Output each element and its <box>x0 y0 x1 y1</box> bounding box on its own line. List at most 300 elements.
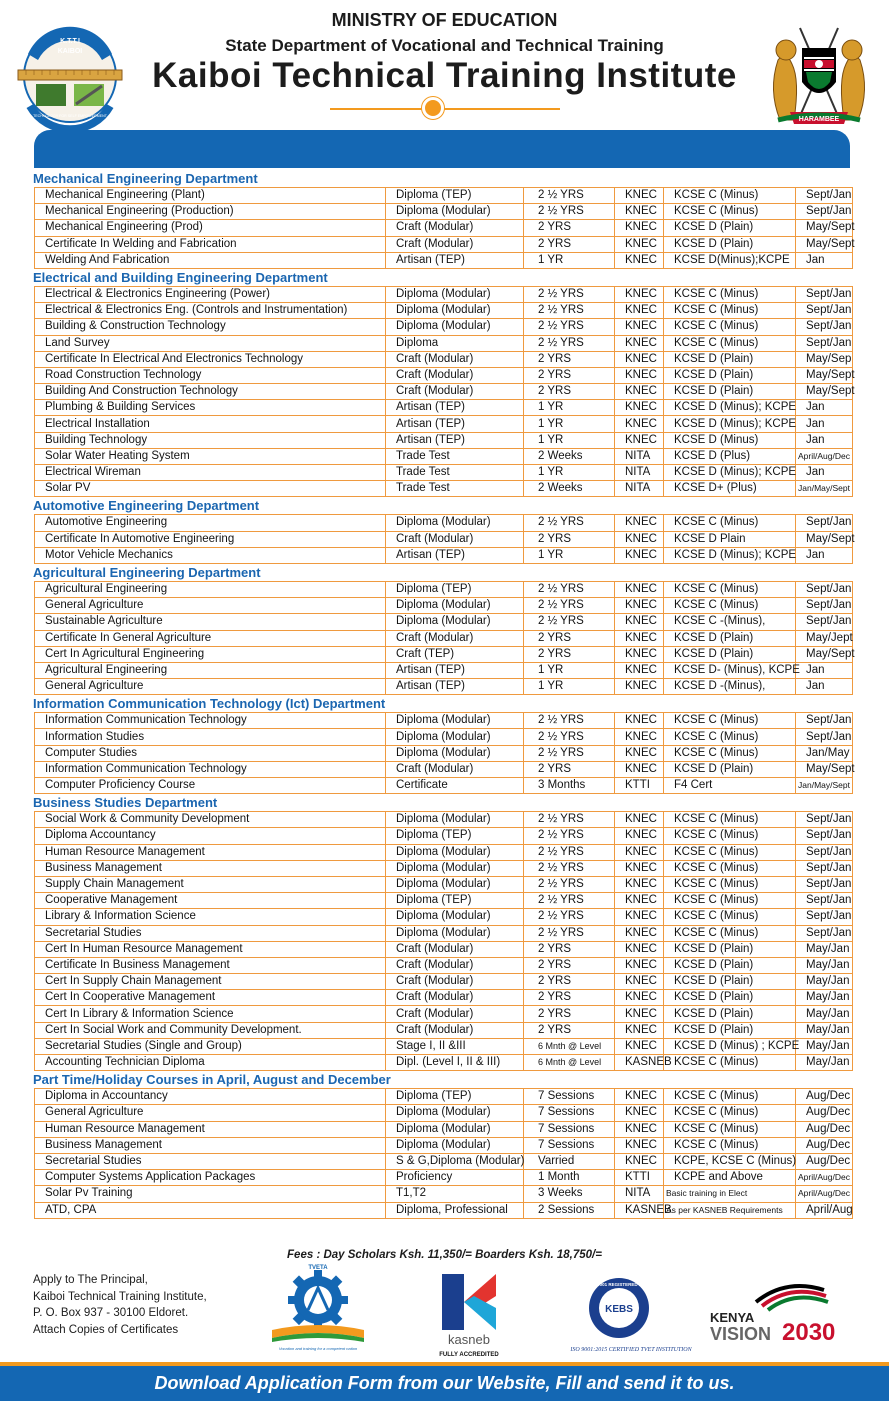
course-name-cell: Road Construction Technology <box>35 367 386 383</box>
intake-cell: April/Aug/Dec <box>796 448 853 464</box>
course-name-cell: Cert In Agricultural Engineering <box>35 646 386 662</box>
intake-cell: Sept/Jan <box>796 614 853 630</box>
course-name-cell: Secretarial Studies (Single and Group) <box>35 1038 386 1054</box>
duration-cell: 2 YRS <box>524 220 615 236</box>
duration-cell: 3 Months <box>524 778 615 794</box>
level-cell: Craft (Modular) <box>386 761 524 777</box>
level-cell: Craft (Modular) <box>386 1006 524 1022</box>
level-cell: Craft (TEP) <box>386 646 524 662</box>
table-row <box>35 713 853 729</box>
table-row <box>35 941 853 957</box>
course-name-cell: Mechanical Engineering (Production) <box>35 204 386 220</box>
table-row <box>35 367 853 383</box>
level-cell: Craft (Modular) <box>386 630 524 646</box>
table-row <box>35 1105 853 1121</box>
duration-cell: 7 Sessions <box>524 1121 615 1137</box>
exam-body-cell: KNEC <box>615 662 664 678</box>
intake-cell: Sept/Jan <box>796 876 853 892</box>
entry-requirement-cell: KCSE D+ (Plus) <box>664 481 796 497</box>
intake-cell: May/Jan <box>796 990 853 1006</box>
table-row <box>35 598 853 614</box>
intake-cell: Jan/May <box>796 745 853 761</box>
intake-cell: April/Aug/Dec <box>796 1186 853 1202</box>
exam-body-cell: KNEC <box>615 630 664 646</box>
duration-cell: 2 ½ YRS <box>524 303 615 319</box>
intake-cell: May/Sept <box>796 761 853 777</box>
institute-title: Kaiboi Technical Training Institute <box>152 56 737 95</box>
duration-cell: 1 YR <box>524 662 615 678</box>
level-cell: Diploma (TEP) <box>386 581 524 597</box>
duration-cell: 2 ½ YRS <box>524 828 615 844</box>
entry-requirement-cell: Basic training in Elect <box>664 1186 796 1202</box>
table-row <box>35 515 853 531</box>
course-name-cell: Solar Water Heating System <box>35 448 386 464</box>
course-name-cell: Electrical & Electronics Engineering (Power) <box>35 286 386 302</box>
entry-requirement-cell: KCSE C (Minus) <box>664 844 796 860</box>
intake-cell: Jan <box>796 679 853 695</box>
exam-body-cell: KASNEB <box>615 1055 664 1071</box>
duration-cell: 1 YR <box>524 432 615 448</box>
exam-body-cell: KNEC <box>615 1038 664 1054</box>
intake-cell: May/Jan <box>796 1055 853 1071</box>
exam-body-cell: KNEC <box>615 729 664 745</box>
table-row <box>35 286 853 302</box>
duration-cell: 1 YR <box>524 400 615 416</box>
entry-requirement-cell: KCSE C (Minus) <box>664 204 796 220</box>
entry-requirement-cell: KCSE D (Plain) <box>664 630 796 646</box>
exam-body-cell: NITA <box>615 481 664 497</box>
intake-cell: May/Jan <box>796 957 853 973</box>
svg-text:KAIBOI: KAIBOI <box>57 48 83 55</box>
table-row <box>35 481 853 497</box>
table-row <box>35 1121 853 1137</box>
level-cell: Craft (Modular) <box>386 236 524 252</box>
intake-cell: May/Jan <box>796 974 853 990</box>
level-cell: Diploma (Modular) <box>386 729 524 745</box>
exam-body-cell: KNEC <box>615 335 664 351</box>
level-cell: Artisan (TEP) <box>386 662 524 678</box>
level-cell: Diploma (Modular) <box>386 812 524 828</box>
entry-requirement-cell: KCSE D (Plain) <box>664 761 796 777</box>
table-row <box>35 812 853 828</box>
exam-body-cell: KTTI <box>615 1170 664 1186</box>
intake-cell: May/Sept <box>796 646 853 662</box>
duration-cell: 2 ½ YRS <box>524 876 615 892</box>
exam-body-cell: KNEC <box>615 252 664 268</box>
svg-text:KEBS: KEBS <box>605 1304 633 1315</box>
svg-text:K.T.T.I: K.T.T.I <box>60 38 80 45</box>
level-cell: Diploma (Modular) <box>386 925 524 941</box>
exam-body-cell: KNEC <box>615 925 664 941</box>
header-divider-dot <box>422 97 444 119</box>
intake-cell: Jan <box>796 252 853 268</box>
course-name-cell: Building & Construction Technology <box>35 319 386 335</box>
course-name-cell: Cert In Supply Chain Management <box>35 974 386 990</box>
level-cell: Craft (Modular) <box>386 351 524 367</box>
course-name-cell: Business Management <box>35 860 386 876</box>
intake-cell: May/Jan <box>796 1022 853 1038</box>
intake-cell: Jan <box>796 400 853 416</box>
exam-body-cell: KNEC <box>615 416 664 432</box>
table-row <box>35 1089 853 1105</box>
course-name-cell: Electrical Wireman <box>35 465 386 481</box>
entry-requirement-cell: KCSE D -(Minus), <box>664 679 796 695</box>
course-name-cell: Certificate In General Agriculture <box>35 630 386 646</box>
entry-requirement-cell: KCSE C (Minus) <box>664 319 796 335</box>
duration-cell: 2 YRS <box>524 384 615 400</box>
entry-requirement-cell: KCSE D (Plain) <box>664 351 796 367</box>
entry-requirement-cell: KCSE C (Minus) <box>664 1121 796 1137</box>
level-cell: Diploma (TEP) <box>386 893 524 909</box>
intake-cell: Sept/Jan <box>796 925 853 941</box>
table-row <box>35 1006 853 1022</box>
exam-body-cell: KNEC <box>615 990 664 1006</box>
intake-cell: Sept/Jan <box>796 319 853 335</box>
entry-requirement-cell: KCSE D (Plain) <box>664 384 796 400</box>
intake-cell: Aug/Dec <box>796 1105 853 1121</box>
duration-cell: 2 YRS <box>524 236 615 252</box>
course-name-cell: Motor Vehicle Mechanics <box>35 547 386 563</box>
level-cell: Diploma (Modular) <box>386 303 524 319</box>
course-name-cell: Business Management <box>35 1137 386 1153</box>
table-row <box>35 236 853 252</box>
header-divider <box>330 108 560 110</box>
exam-body-cell: KNEC <box>615 1022 664 1038</box>
intake-cell: Sept/Jan <box>796 729 853 745</box>
course-name-cell: General Agriculture <box>35 679 386 695</box>
intake-cell: May/Jept <box>796 630 853 646</box>
duration-cell: 2 Weeks <box>524 448 615 464</box>
level-cell: Certificate <box>386 778 524 794</box>
level-cell: Artisan (TEP) <box>386 400 524 416</box>
intake-cell: Jan <box>796 547 853 563</box>
entry-requirement-cell: KCSE C (Minus) <box>664 286 796 302</box>
course-name-cell: ATD, CPA <box>35 1202 386 1218</box>
apply-line: Kaiboi Technical Training Institute, <box>33 1290 207 1303</box>
entry-requirement-cell: KCSE C (Minus) <box>664 515 796 531</box>
table-row <box>35 761 853 777</box>
exam-body-cell: KNEC <box>615 220 664 236</box>
intake-cell: May/Sept <box>796 384 853 400</box>
course-name-cell: Information Communication Technology <box>35 713 386 729</box>
entry-requirement-cell: KCSE C (Minus) <box>664 581 796 597</box>
course-name-cell: Electrical Installation <box>35 416 386 432</box>
duration-cell: 2 YRS <box>524 367 615 383</box>
table-row <box>35 384 853 400</box>
table-row <box>35 1170 853 1186</box>
course-name-cell: Certificate In Business Management <box>35 957 386 973</box>
course-name-cell: Library & Information Science <box>35 909 386 925</box>
header <box>0 0 889 130</box>
course-name-cell: Automotive Engineering <box>35 515 386 531</box>
entry-requirement-cell: KCSE C (Minus) <box>664 335 796 351</box>
exam-body-cell: KNEC <box>615 713 664 729</box>
kasneb-logo <box>434 1270 504 1360</box>
duration-cell: 1 YR <box>524 679 615 695</box>
table-row <box>35 860 853 876</box>
exam-body-cell: KNEC <box>615 581 664 597</box>
section-heading: Business Studies Department <box>33 795 218 811</box>
course-name-cell: Certificate In Welding and Fabrication <box>35 236 386 252</box>
entry-requirement-cell: KCSE D (Plain) <box>664 1022 796 1038</box>
intake-cell: Sept/Jan <box>796 286 853 302</box>
entry-requirement-cell: F4 Cert <box>664 778 796 794</box>
table-row <box>35 581 853 597</box>
svg-text:ISO 9001 REGISTERED FIRM: ISO 9001 REGISTERED FIRM <box>588 1282 650 1287</box>
course-name-cell: Plumbing & Building Services <box>35 400 386 416</box>
course-name-cell: Cert In Library & Information Science <box>35 1006 386 1022</box>
table-row <box>35 432 853 448</box>
duration-cell: 2 ½ YRS <box>524 286 615 302</box>
exam-body-cell: KNEC <box>615 1153 664 1169</box>
course-name-cell: Computer Proficiency Course <box>35 778 386 794</box>
entry-requirement-cell: KCSE D (Minus) <box>664 432 796 448</box>
duration-cell: 7 Sessions <box>524 1089 615 1105</box>
entry-requirement-cell: KCSE C (Minus) <box>664 893 796 909</box>
table-row <box>35 679 853 695</box>
course-name-cell: Solar PV <box>35 481 386 497</box>
entry-requirement-cell: KCSE D (Minus); KCPE <box>664 547 796 563</box>
exam-body-cell: KNEC <box>615 204 664 220</box>
table-row <box>35 1038 853 1054</box>
entry-requirement-cell: KCSE C (Minus) <box>664 745 796 761</box>
intake-cell: May/Jan <box>796 1006 853 1022</box>
level-cell: Craft (Modular) <box>386 941 524 957</box>
section-heading: Electrical and Building Engineering Department <box>33 269 328 285</box>
intake-cell: Jan <box>796 662 853 678</box>
course-name-cell: Building Technology <box>35 432 386 448</box>
course-name-cell: Accounting Technician Diploma <box>35 1055 386 1071</box>
exam-body-cell: KNEC <box>615 1105 664 1121</box>
duration-cell: 6 Mnth @ Level <box>524 1038 615 1054</box>
level-cell: Diploma (Modular) <box>386 614 524 630</box>
intake-cell: Aug/Dec <box>796 1137 853 1153</box>
duration-cell: 3 Weeks <box>524 1186 615 1202</box>
exam-body-cell: KNEC <box>615 531 664 547</box>
intake-cell: Sept/Jan <box>796 828 853 844</box>
level-cell: Diploma (Modular) <box>386 286 524 302</box>
course-name-cell: Supply Chain Management <box>35 876 386 892</box>
table-row <box>35 828 853 844</box>
table-row <box>35 465 853 481</box>
course-listing <box>32 170 855 1219</box>
exam-body-cell: KNEC <box>615 761 664 777</box>
table-row <box>35 188 853 204</box>
duration-cell: 2 ½ YRS <box>524 204 615 220</box>
duration-cell: 2 ½ YRS <box>524 319 615 335</box>
table-row <box>35 876 853 892</box>
intake-cell: Sept/Jan <box>796 713 853 729</box>
footer-text: Download Application Form from our Website, Fill and send it to us. <box>154 1373 735 1393</box>
level-cell: Craft (Modular) <box>386 220 524 236</box>
intake-cell: Jan <box>796 416 853 432</box>
table-row <box>35 416 853 432</box>
course-name-cell: Secretarial Studies <box>35 925 386 941</box>
course-name-cell: Diploma Accountancy <box>35 828 386 844</box>
course-table <box>34 581 853 695</box>
course-name-cell: Agricultural Engineering <box>35 581 386 597</box>
entry-requirement-cell: KCSE D (Plain) <box>664 367 796 383</box>
exam-body-cell: KNEC <box>615 893 664 909</box>
exam-body-cell: KNEC <box>615 432 664 448</box>
entry-requirement-cell: KCSE C (Minus) <box>664 828 796 844</box>
exam-body-cell: KNEC <box>615 941 664 957</box>
apply-line: P. O. Box 937 - 30100 Eldoret. <box>33 1307 189 1319</box>
entry-requirement-cell: KCSE C -(Minus), <box>664 614 796 630</box>
course-name-cell: Human Resource Management <box>35 1121 386 1137</box>
course-name-cell: General Agriculture <box>35 598 386 614</box>
level-cell: Dipl. (Level I, II & III) <box>386 1055 524 1071</box>
course-table <box>34 1088 853 1219</box>
duration-cell: 2 ½ YRS <box>524 844 615 860</box>
table-row <box>35 1153 853 1169</box>
duration-cell: 2 ½ YRS <box>524 909 615 925</box>
exam-body-cell: KTTI <box>615 778 664 794</box>
duration-cell: 2 ½ YRS <box>524 598 615 614</box>
level-cell: Trade Test <box>386 448 524 464</box>
exam-body-cell: KNEC <box>615 614 664 630</box>
section-heading: Mechanical Engineering Department <box>33 171 258 186</box>
duration-cell: 2 YRS <box>524 630 615 646</box>
level-cell: Diploma (Modular) <box>386 909 524 925</box>
svg-text:FULLY ACCREDITED: FULLY ACCREDITED <box>439 1352 499 1358</box>
level-cell: Diploma (Modular) <box>386 319 524 335</box>
duration-cell: 2 YRS <box>524 646 615 662</box>
course-name-cell: Solar Pv Training <box>35 1186 386 1202</box>
ministry-title: MINISTRY OF EDUCATION <box>331 10 558 30</box>
level-cell: Craft (Modular) <box>386 367 524 383</box>
intake-cell: Aug/Dec <box>796 1153 853 1169</box>
level-cell: Diploma (TEP) <box>386 828 524 844</box>
exam-body-cell: KNEC <box>615 1121 664 1137</box>
table-row <box>35 252 853 268</box>
table-row <box>35 909 853 925</box>
level-cell: Craft (Modular) <box>386 531 524 547</box>
entry-requirement-cell: KCSE D (Plain) <box>664 646 796 662</box>
level-cell: S & G,Diploma (Modular) <box>386 1153 524 1169</box>
level-cell: Diploma (Modular) <box>386 876 524 892</box>
intake-cell: Sept/Jan <box>796 303 853 319</box>
exam-body-cell: NITA <box>615 465 664 481</box>
level-cell: Diploma (TEP) <box>386 1089 524 1105</box>
duration-cell: 2 YRS <box>524 351 615 367</box>
duration-cell: 1 YR <box>524 252 615 268</box>
exam-body-cell: KNEC <box>615 974 664 990</box>
course-name-cell: Computer Studies <box>35 745 386 761</box>
level-cell: Diploma (Modular) <box>386 1137 524 1153</box>
duration-cell: 2 ½ YRS <box>524 729 615 745</box>
table-row <box>35 614 853 630</box>
duration-cell: 2 YRS <box>524 761 615 777</box>
entry-requirement-cell: KCSE C (Minus) <box>664 598 796 614</box>
duration-cell: 2 ½ YRS <box>524 188 615 204</box>
intake-cell: Aug/Dec <box>796 1121 853 1137</box>
intake-cell: Sept/Jan <box>796 515 853 531</box>
svg-text:2030: 2030 <box>782 1319 836 1346</box>
duration-cell: 7 Sessions <box>524 1105 615 1121</box>
intake-cell: Sept/Jan <box>796 598 853 614</box>
level-cell: Craft (Modular) <box>386 990 524 1006</box>
entry-requirement-cell: KCSE D (Minus); KCPE <box>664 416 796 432</box>
exam-body-cell: NITA <box>615 448 664 464</box>
table-row <box>35 204 853 220</box>
svg-text:kasneb: kasneb <box>448 1332 490 1347</box>
entry-requirement-cell: KCSE D (Minus); KCPE <box>664 400 796 416</box>
course-table <box>34 286 853 497</box>
exam-body-cell: KNEC <box>615 515 664 531</box>
duration-cell: 2 ½ YRS <box>524 925 615 941</box>
duration-cell: 2 YRS <box>524 957 615 973</box>
intake-cell: May/Sept <box>796 367 853 383</box>
level-cell: Diploma (Modular) <box>386 204 524 220</box>
course-name-cell: Information Studies <box>35 729 386 745</box>
duration-cell: 2 ½ YRS <box>524 335 615 351</box>
exam-body-cell: KNEC <box>615 1006 664 1022</box>
table-row <box>35 778 853 794</box>
entry-requirement-cell: KCSE D (Plain) <box>664 236 796 252</box>
intake-cell: April/Aug/Dec <box>796 1170 853 1186</box>
course-name-cell: Cert In Cooperative Management <box>35 990 386 1006</box>
intake-cell: Sept/Jan <box>796 335 853 351</box>
course-table <box>34 514 853 564</box>
exam-body-cell: KNEC <box>615 598 664 614</box>
course-name-cell: Human Resource Management <box>35 844 386 860</box>
svg-text:KENYA: KENYA <box>710 1310 755 1325</box>
entry-requirement-cell: KCSE C (Minus) <box>664 1089 796 1105</box>
duration-cell: 2 YRS <box>524 974 615 990</box>
table-row <box>35 335 853 351</box>
course-name-cell: Information Communication Technology <box>35 761 386 777</box>
course-name-cell: Land Survey <box>35 335 386 351</box>
exam-body-cell: KNEC <box>615 236 664 252</box>
entry-requirement-cell: KCSE D (Plain) <box>664 974 796 990</box>
course-name-cell: Sustainable Agriculture <box>35 614 386 630</box>
duration-cell: Varried <box>524 1153 615 1169</box>
exam-body-cell: KNEC <box>615 400 664 416</box>
exam-body-cell: KNEC <box>615 844 664 860</box>
exam-body-cell: KNEC <box>615 351 664 367</box>
entry-requirement-cell: KCSE C (Minus) <box>664 303 796 319</box>
intake-cell: Sept/Jan <box>796 893 853 909</box>
level-cell: Craft (Modular) <box>386 957 524 973</box>
entry-requirement-cell: KCSE C (Minus) <box>664 729 796 745</box>
duration-cell: 7 Sessions <box>524 1137 615 1153</box>
intake-cell: Sept/Jan <box>796 581 853 597</box>
course-name-cell: Building And Construction Technology <box>35 384 386 400</box>
duration-cell: 6 Mnth @ Level <box>524 1055 615 1071</box>
duration-cell: 2 Weeks <box>524 481 615 497</box>
course-name-cell: Electrical & Electronics Eng. (Controls and Instrumentation) <box>35 303 386 319</box>
duration-cell: 2 YRS <box>524 531 615 547</box>
entry-requirement-cell: KCSE D (Plain) <box>664 220 796 236</box>
entry-requirement-cell: KCSE D (Plain) <box>664 957 796 973</box>
table-row <box>35 1137 853 1153</box>
intake-cell: Jan/May/Sept <box>796 481 853 497</box>
apply-line: Apply to The Principal, <box>33 1274 148 1286</box>
entry-requirement-cell: KCSE D (Plus) <box>664 448 796 464</box>
course-name-cell: Agricultural Engineering <box>35 662 386 678</box>
entry-requirement-cell: KCSE C (Minus) <box>664 188 796 204</box>
table-row <box>35 448 853 464</box>
svg-text:Vocation and training for a co: Vocation and training for a competent nation <box>278 1346 358 1351</box>
level-cell: Proficiency <box>386 1170 524 1186</box>
intake-cell: Sept/Jan <box>796 204 853 220</box>
fees-text: Fees : Day Scholars Ksh. 11,350/= Boarders Ksh. 18,750/= <box>287 1249 602 1261</box>
level-cell: Diploma, Professional <box>386 1202 524 1218</box>
table-row <box>35 662 853 678</box>
exam-body-cell: KNEC <box>615 957 664 973</box>
table-row <box>35 1186 853 1202</box>
